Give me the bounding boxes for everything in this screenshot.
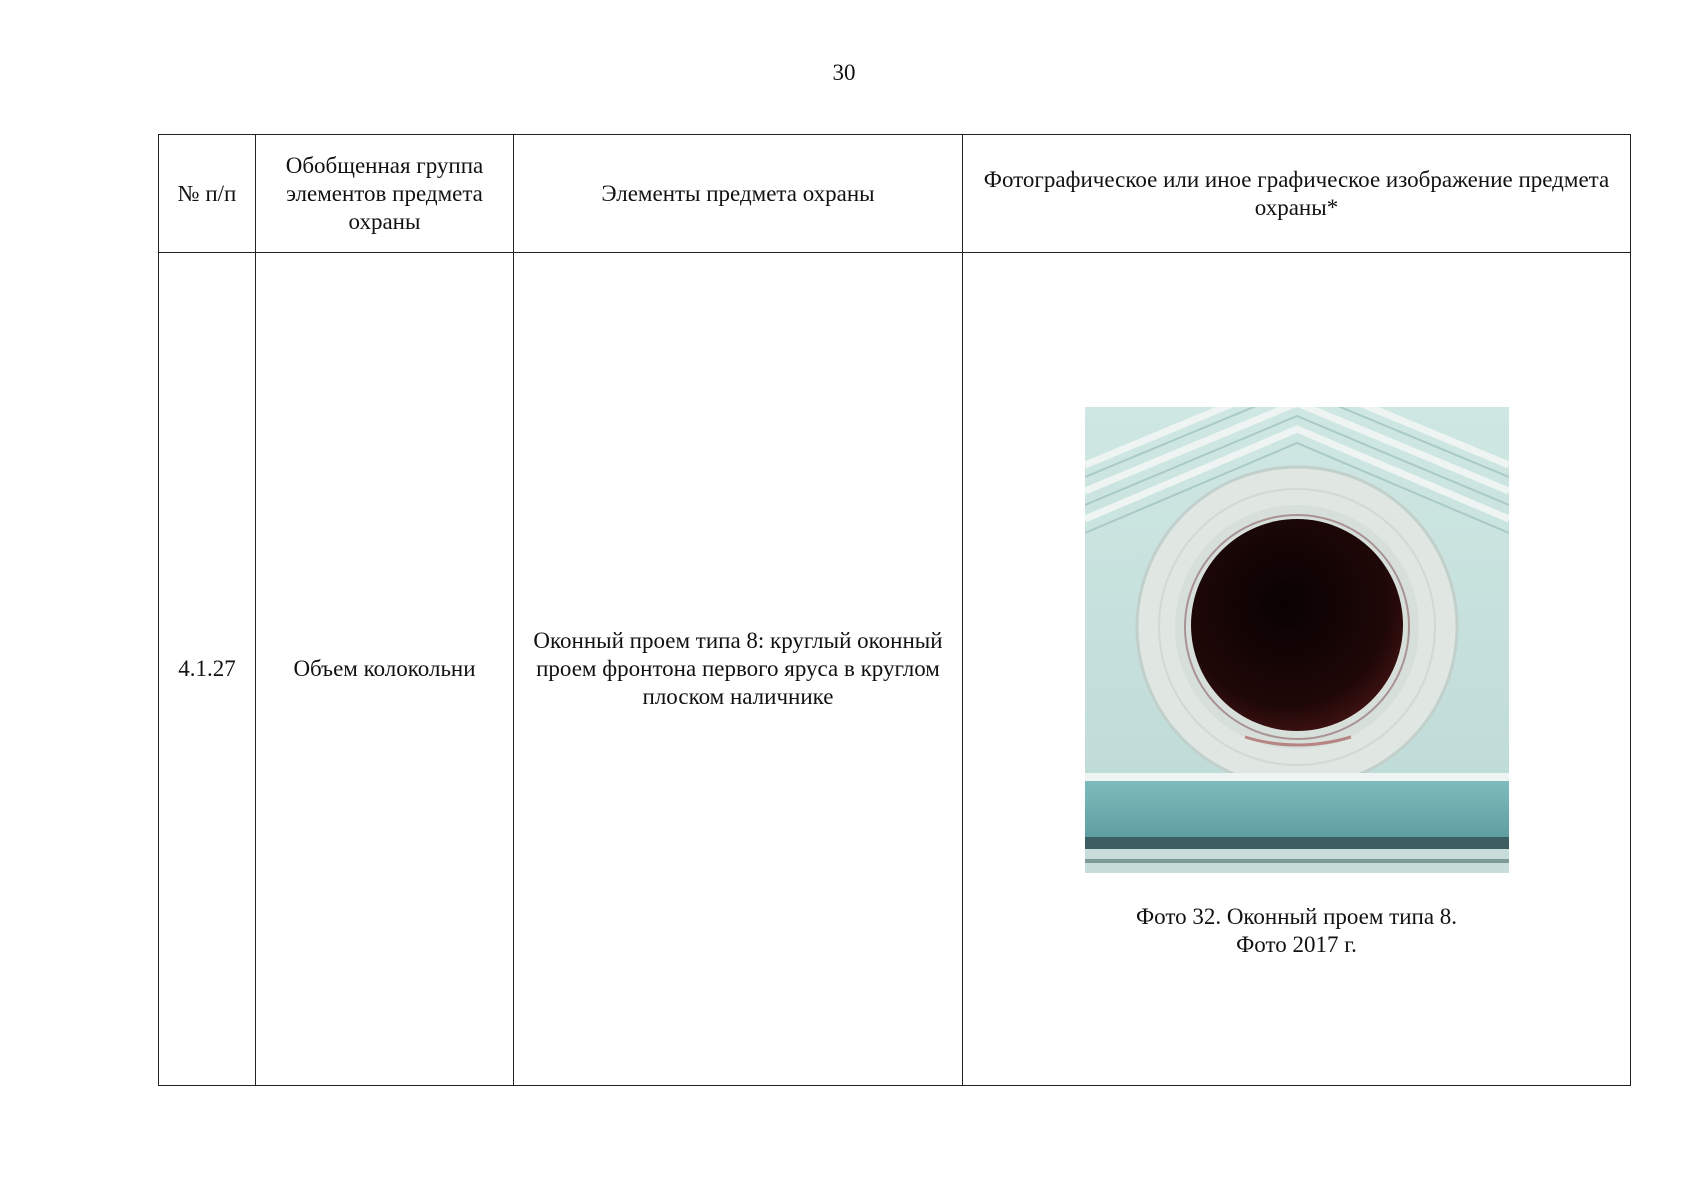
photo-caption xyxy=(1136,903,1457,959)
page-number: 30 xyxy=(832,60,856,85)
protection-table xyxy=(158,134,1631,1086)
table-header-row xyxy=(159,135,1631,253)
cell-num: 4.1.27 xyxy=(159,253,256,1086)
caption-line-1: Фото 32. Оконный проем типа 8. xyxy=(1135,904,1458,929)
round-window-photo xyxy=(1085,407,1509,873)
window-opening xyxy=(1191,519,1403,731)
header-photo: Фотографическое или иное графическое изображение предмета охраны* xyxy=(963,135,1631,253)
photo-block xyxy=(973,379,1620,959)
caption-line-2: Фото 2017 г. xyxy=(1236,932,1357,957)
cell-photo xyxy=(963,253,1631,1086)
header-elements: Элементы предмета охраны xyxy=(514,135,963,253)
header-group: Обобщенная группа элементов предмета охраны xyxy=(256,135,514,253)
table-row xyxy=(159,253,1631,1086)
header-num: № п/п xyxy=(159,135,256,253)
round-window-illustration xyxy=(1085,407,1509,873)
cell-elements: Оконный проем типа 8: круглый оконный проем фронтона первого яруса в круглом плоском наличнике xyxy=(514,253,963,1086)
cell-group: Объем колокольни xyxy=(256,253,514,1086)
cornice xyxy=(1085,779,1509,837)
